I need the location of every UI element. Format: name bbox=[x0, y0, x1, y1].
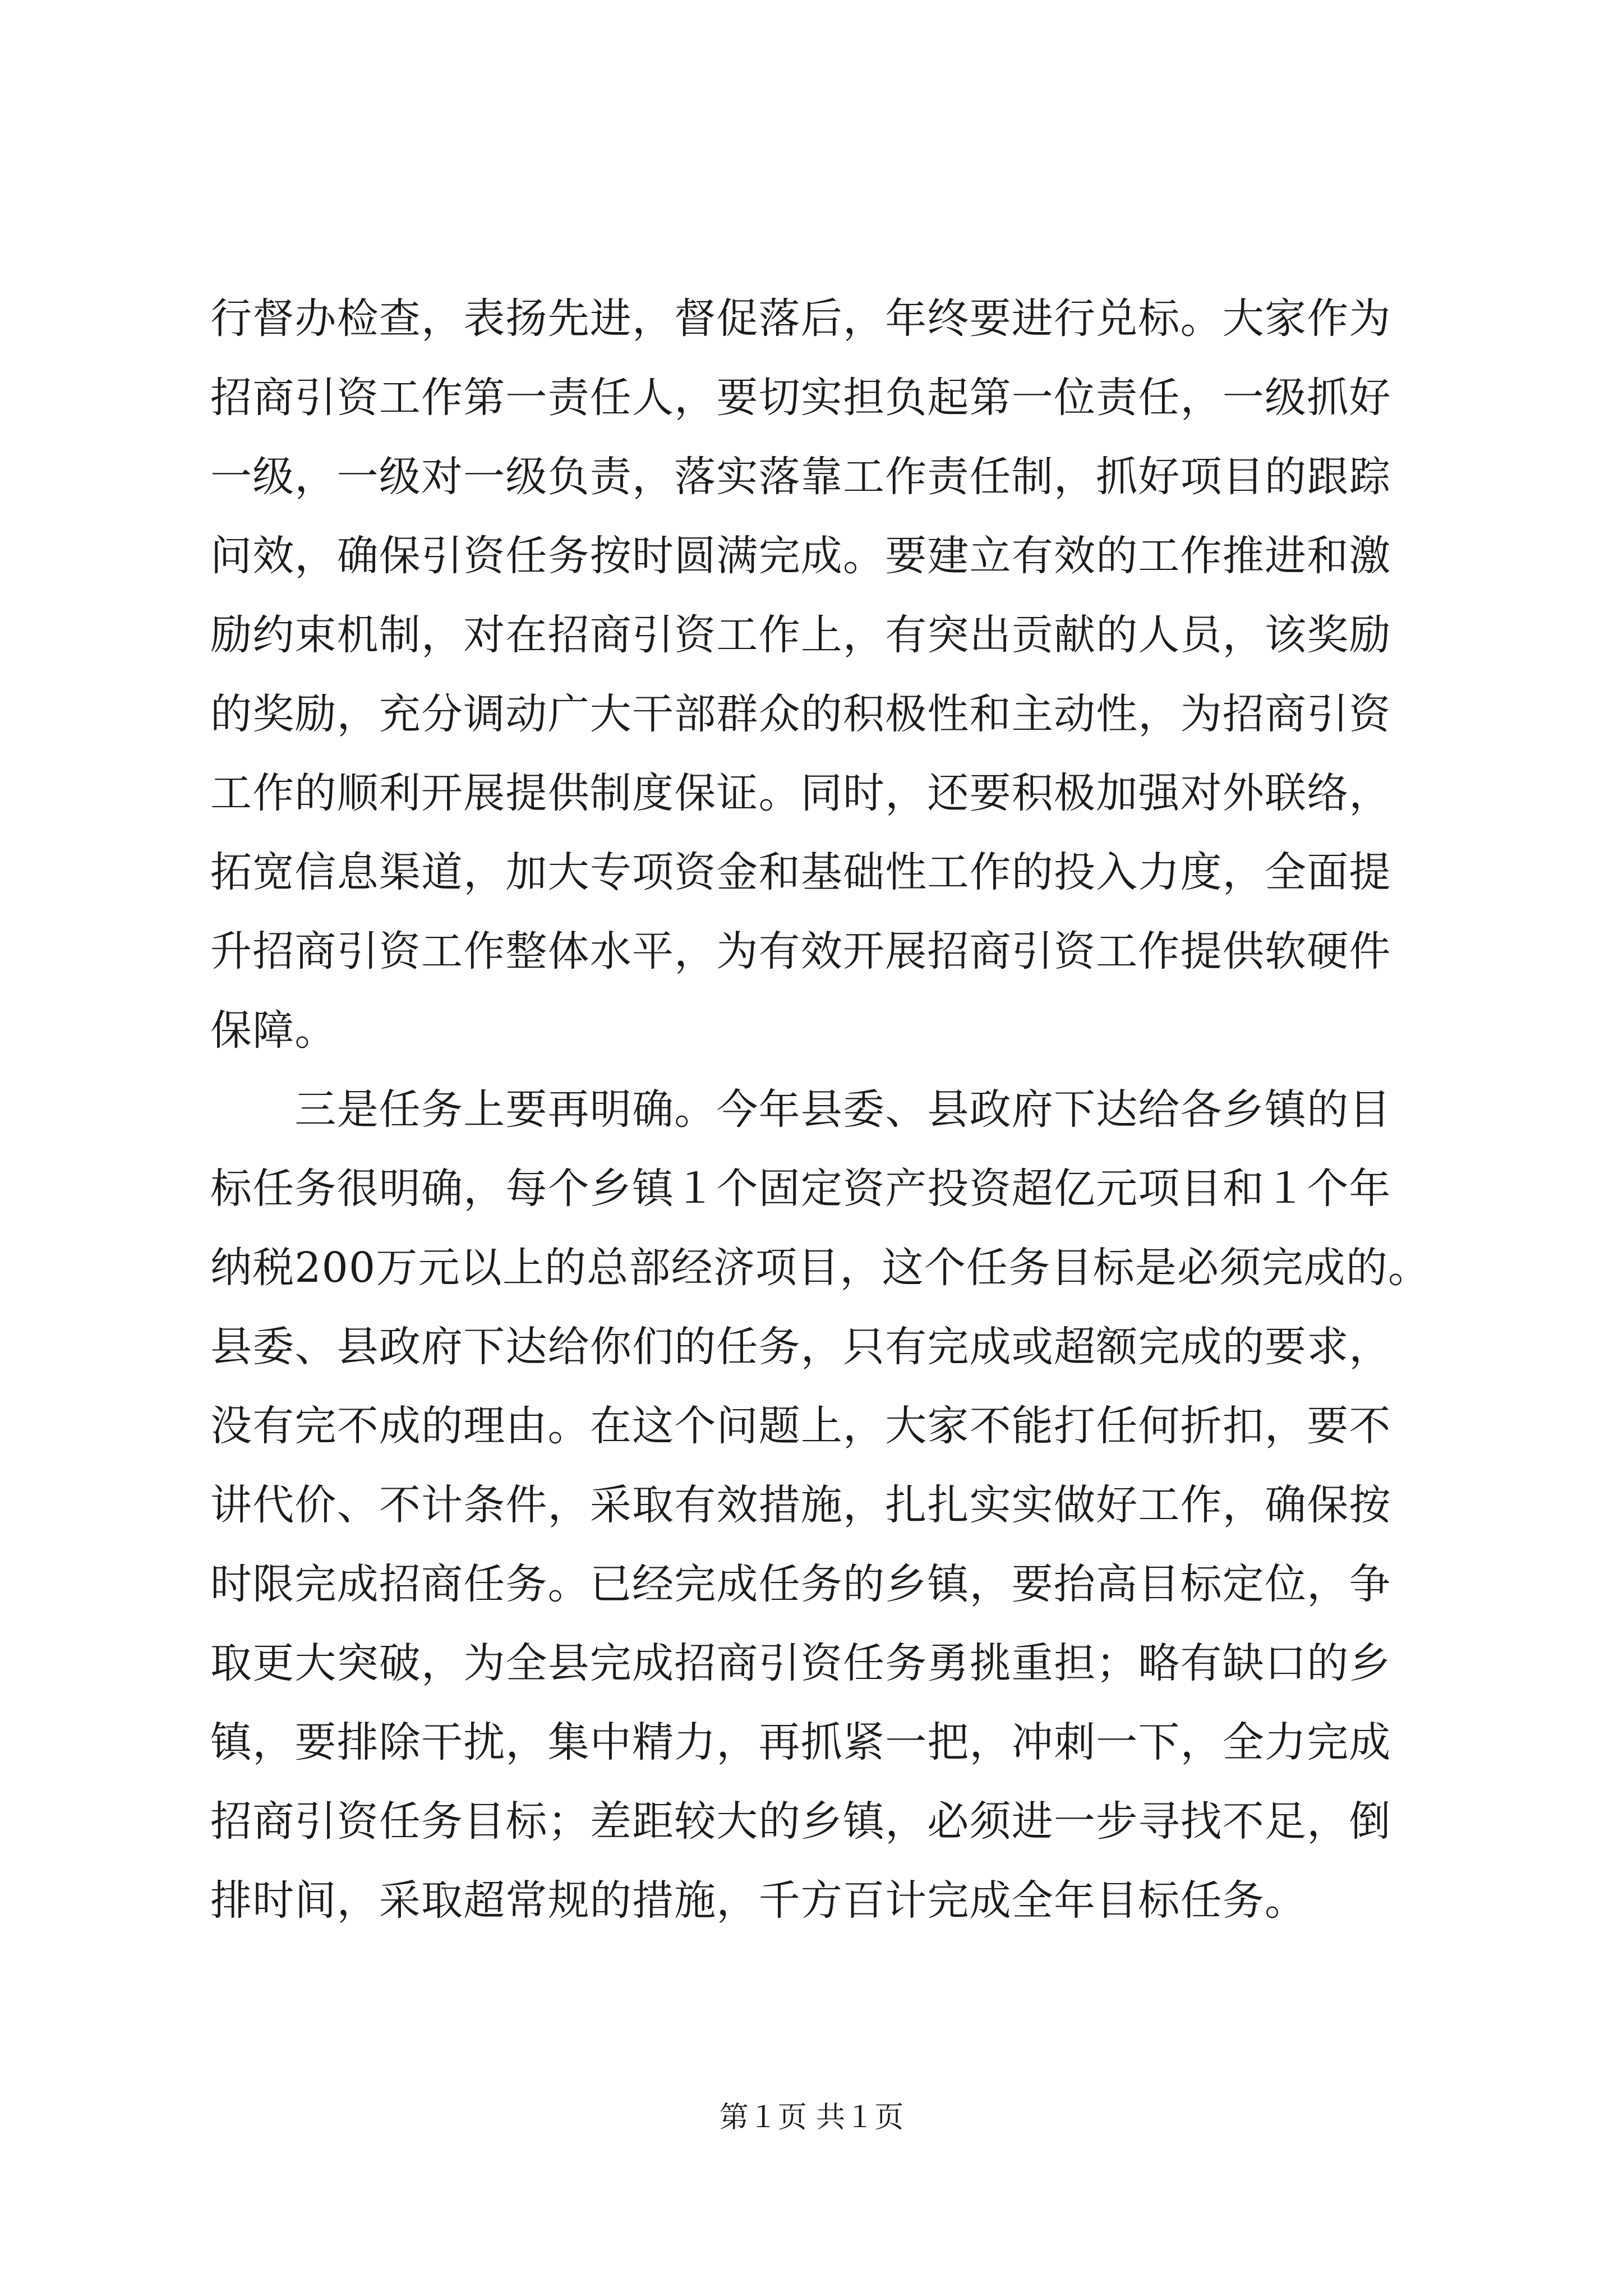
text-line: 工作的顺利开展提供制度保证。同时，还要积极加强对外联络， bbox=[210, 769, 1391, 817]
text-line: 的奖励，充分调动广大干部群众的积极性和主动性，为招商引资 bbox=[210, 690, 1391, 738]
text-line: 讲代价、不计条件，采取有效措施，扎扎实实做好工作，确保按 bbox=[210, 1481, 1391, 1529]
text-line: 拓宽信息渠道，加大专项资金和基础性工作的投入力度，全面提 bbox=[210, 848, 1391, 896]
text-line: 三是任务上要再明确。今年县委、县政府下达给各乡镇的目 bbox=[210, 1085, 1391, 1134]
text-line: 招商引资工作第一责任人，要切实担负起第一位责任，一级抓好 bbox=[210, 374, 1391, 422]
text-line: 纳税200万元以上的总部经济项目，这个任务目标是必须完成的。 bbox=[210, 1244, 1431, 1292]
text-line: 排时间，采取超常规的措施，千方百计完成全年目标任务。 bbox=[210, 1876, 1307, 1925]
text-line: 标任务很明确，每个乡镇１个固定资产投资超亿元项目和１个年 bbox=[210, 1165, 1391, 1213]
text-line: 励约束机制，对在招商引资工作上，有突出贡献的人员，该奖励 bbox=[210, 611, 1391, 659]
text-line: 升招商引资工作整体水平，为有效开展招商引资工作提供软硬件 bbox=[210, 927, 1391, 976]
text-line: 一级，一级对一级负责，落实落靠工作责任制，抓好项目的跟踪 bbox=[210, 453, 1391, 501]
text-line: 时限完成招商任务。已经完成任务的乡镇，要抬高目标定位，争 bbox=[210, 1560, 1391, 1608]
document-body bbox=[210, 279, 1431, 1940]
text-line: 县委、县政府下达给你们的任务，只有完成或超额完成的要求， bbox=[210, 1323, 1391, 1371]
text-line: 行督办检查，表扬先进，督促落后，年终要进行兑标。大家作为 bbox=[210, 295, 1391, 343]
page-number-footer: 第１页 共１页 bbox=[719, 2101, 904, 2134]
text-line: 没有完不成的理由。在这个问题上，大家不能打任何折扣，要不 bbox=[210, 1402, 1391, 1450]
text-line: 保障。 bbox=[210, 1006, 337, 1055]
text-line: 镇，要排除干扰，集中精力，再抓紧一把，冲刺一下，全力完成 bbox=[210, 1718, 1391, 1766]
text-line: 招商引资任务目标；差距较大的乡镇，必须进一步寻找不足，倒 bbox=[210, 1797, 1391, 1846]
text-line: 取更大突破，为全县完成招商引资任务勇挑重担；略有缺口的乡 bbox=[210, 1639, 1391, 1687]
text-line: 问效，确保引资任务按时圆满完成。要建立有效的工作推进和激 bbox=[210, 532, 1391, 580]
